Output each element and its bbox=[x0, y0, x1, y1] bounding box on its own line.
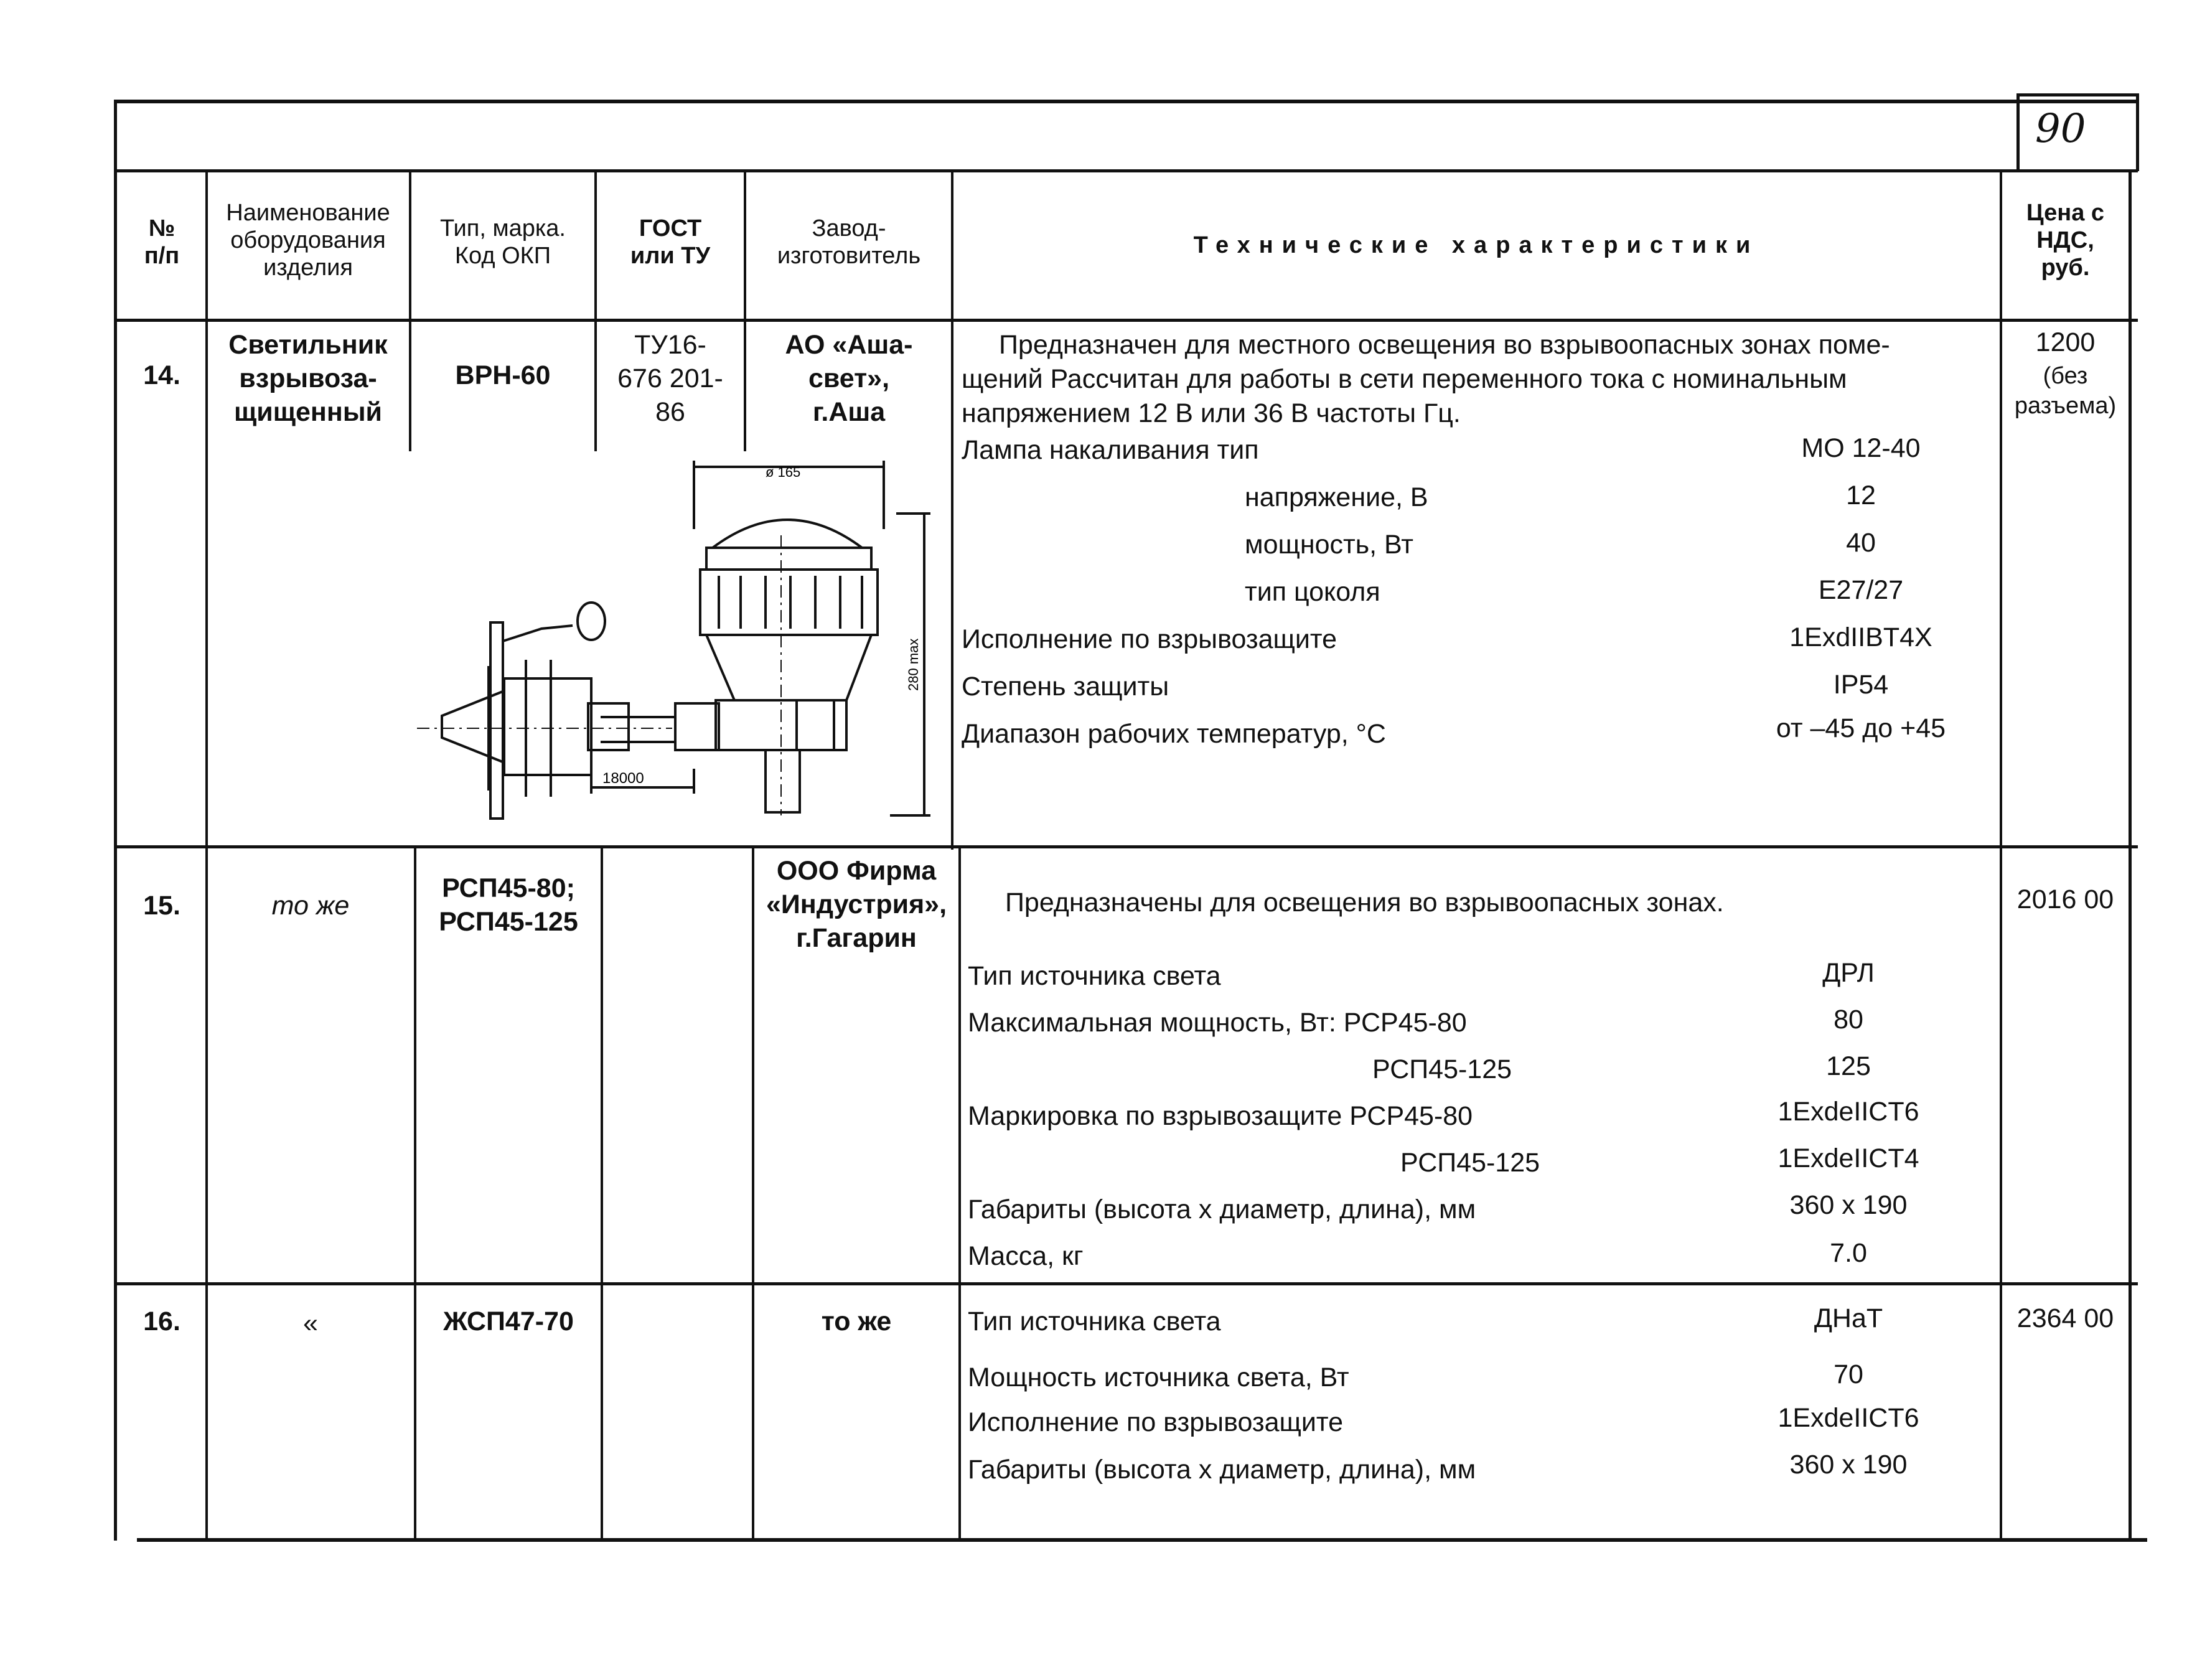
spec-value: 1ExdeIICT4 bbox=[1777, 1143, 1919, 1173]
dim-length-label: 18000 bbox=[602, 770, 644, 787]
header-price: Цена с НДС, руб. bbox=[2026, 200, 2105, 281]
spec-value: 12 bbox=[1846, 481, 1876, 510]
row-num: 14. bbox=[143, 360, 180, 390]
row-name: Светильник взрывоза- щищенный bbox=[228, 330, 388, 427]
row-num: 15. bbox=[143, 891, 180, 921]
row-type: ВРН-60 bbox=[455, 360, 551, 390]
spec-value: 125 bbox=[1826, 1051, 1871, 1081]
row-price: 2364 00 bbox=[2016, 1303, 2114, 1333]
spec-value: 1ExdeIICT6 bbox=[1777, 1097, 1919, 1127]
spec-label: Масса, кг bbox=[968, 1241, 1084, 1271]
spec-label: напряжение, В bbox=[1245, 482, 1428, 512]
spec-label: Габариты (высота х диаметр, длина), мм bbox=[968, 1194, 1476, 1224]
row-name: « bbox=[303, 1308, 318, 1338]
row-type: ЖСП47-70 bbox=[443, 1307, 574, 1336]
header-name: Наименование оборудования изделия bbox=[226, 200, 390, 281]
spec-value: 7.0 bbox=[1830, 1238, 1867, 1268]
header-type: Тип, марка. Код ОКП bbox=[439, 215, 566, 269]
row-type: РСП45-80; РСП45-125 bbox=[439, 873, 578, 937]
header-gost: ГОСТ или ТУ bbox=[630, 215, 711, 269]
dim-diameter-label: ø 165 bbox=[766, 464, 801, 480]
row-num: 16. bbox=[143, 1307, 180, 1336]
luminaire-drawing bbox=[336, 454, 958, 828]
row-price: 2016 00 bbox=[2016, 885, 2114, 914]
row-maker: ООО Фирма «Индустрия», г.Гагарин bbox=[766, 856, 947, 953]
spec-value: 1ExdIIBТ4Х bbox=[1789, 622, 1932, 652]
spec-label: РСП45-125 bbox=[1400, 1148, 1540, 1178]
spec-label: Лампа накаливания тип bbox=[962, 435, 1259, 465]
spec-value: 1ExdeIICT6 bbox=[1777, 1403, 1919, 1433]
dim-height-label: 280 max bbox=[906, 638, 921, 691]
spec-label: Тип источника света bbox=[968, 961, 1221, 991]
row-maker: то же bbox=[821, 1307, 892, 1336]
spec-value: ДРЛ bbox=[1822, 958, 1875, 988]
spec-value: IP54 bbox=[1833, 670, 1889, 700]
spec-label: Маркировка по взрывозащите РСР45-80 bbox=[968, 1101, 1473, 1131]
spec-label: тип цоколя bbox=[1245, 577, 1380, 607]
spec-label: Габариты (высота х диаметр, длина), мм bbox=[968, 1455, 1476, 1485]
spec-value: МО 12-40 bbox=[1801, 433, 1921, 463]
row-maker: АО «Аша- свет», г.Аша bbox=[785, 330, 913, 427]
spec-label: Мощность источника света, Вт bbox=[968, 1363, 1349, 1392]
spec-label: Диапазон рабочих температур, °С bbox=[962, 719, 1386, 749]
spec-value: 40 bbox=[1846, 528, 1876, 558]
spec-value: ДНаТ bbox=[1814, 1303, 1883, 1333]
spec-label: Тип источника света bbox=[968, 1307, 1221, 1336]
spec-label: мощность, Вт bbox=[1245, 530, 1413, 560]
spec-value: 70 bbox=[1834, 1359, 1863, 1389]
row-name: то же bbox=[271, 891, 350, 921]
header-maker: Завод- изготовитель bbox=[777, 215, 921, 269]
header-num: № п/п bbox=[144, 215, 180, 269]
spec-value: Е27/27 bbox=[1818, 575, 1904, 605]
spec-label: Степень защиты bbox=[962, 672, 1169, 702]
row-price-note: (без разъема) bbox=[2014, 363, 2117, 419]
row-gost: ТУ16- 676 201- 86 bbox=[617, 330, 723, 427]
spec-label: РСП45-125 bbox=[1372, 1054, 1512, 1084]
page-number: 90 bbox=[2035, 106, 2086, 152]
spec-value: 360 х 190 bbox=[1789, 1190, 1908, 1220]
spec-label: Исполнение по взрывозащите bbox=[962, 624, 1337, 654]
spec-value: 80 bbox=[1834, 1005, 1863, 1035]
spec-label: Максимальная мощность, Вт: РСР45-80 bbox=[968, 1008, 1467, 1038]
spec-value: 360 х 190 bbox=[1789, 1450, 1908, 1480]
row-price: 1200 bbox=[2035, 327, 2096, 357]
header-specs: Технические характеристики bbox=[1193, 232, 1759, 258]
spec-label: Исполнение по взрывозащите bbox=[968, 1407, 1344, 1437]
row-description: Предназначен для местного освещения во взрывоопасных зонах поме- щений Рассчитан для работы в сети переменного тока с номинальным напряжением 12 В или 36 В частоты Гц. bbox=[962, 330, 1890, 428]
row-description: Предназначены для освещения во взрывоопасных зонах. bbox=[1005, 888, 1724, 917]
spec-value: от –45 до +45 bbox=[1776, 713, 1946, 743]
